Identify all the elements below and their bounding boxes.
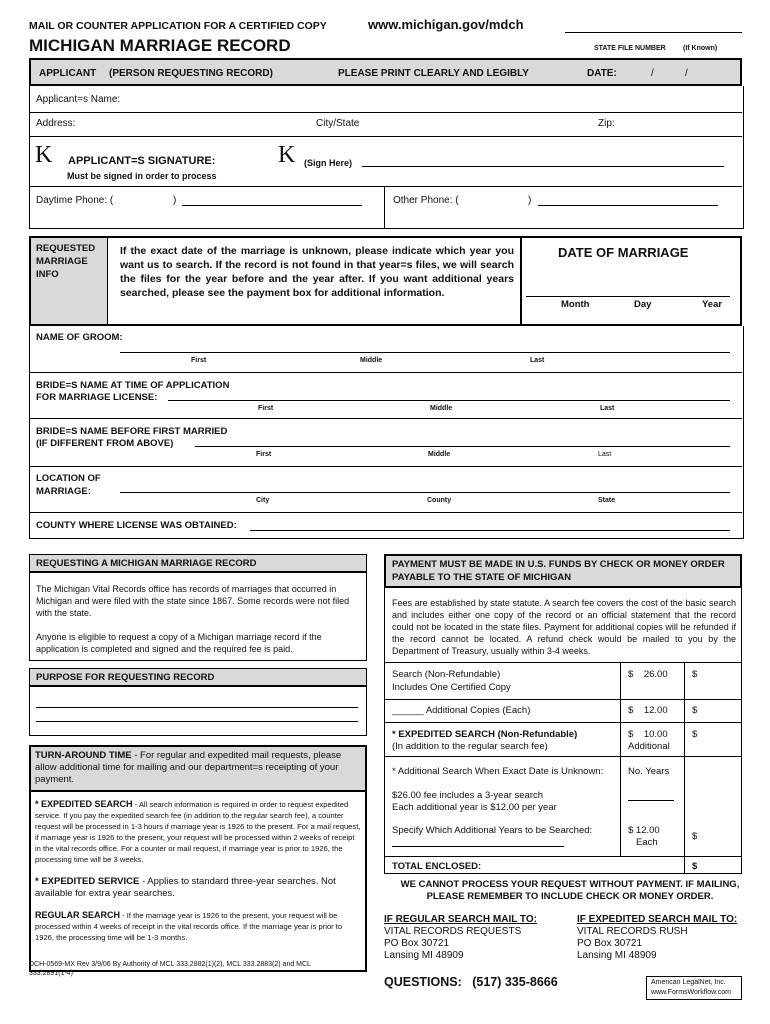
total-enclosed-amount[interactable]: $ (692, 861, 698, 872)
month-label: Month (561, 299, 590, 310)
divider (29, 512, 742, 513)
regular-search-info (35, 910, 361, 943)
turnaround-body: - For regular and expedited mail requests, please allow additional time for mailing and our department=s receipting of your payment. (35, 750, 342, 785)
form-footer: 333.2891(1-4) (29, 970, 73, 977)
expedited-fee-label (392, 729, 577, 740)
middle-label: Middle (430, 405, 453, 412)
form-title: MICHIGAN MARRIAGE RECORD (29, 36, 291, 55)
regular-search-head: REGULAR SEARCH (35, 910, 121, 920)
daytime-phone-label: Daytime Phone: ( (36, 195, 114, 206)
must-sign-note: Must be signed in order to process (67, 171, 217, 181)
address-line: Lansing MI 48909 (577, 950, 657, 961)
date-of-marriage-field[interactable] (526, 296, 730, 297)
first-label: First (256, 451, 272, 458)
divider (29, 466, 742, 467)
requesting-record-title: REQUESTING A MICHIGAN MARRIAGE RECORD (30, 555, 366, 573)
questions-phone: QUESTIONS: (517) 335-8666 (384, 975, 558, 989)
expedited-fee-head: * EXPEDITED SEARCH (Non-Refundable) (392, 729, 578, 740)
state-label: State (598, 497, 616, 504)
applicant-name-label: Applicant=s Name: (36, 94, 121, 105)
first-label: First (191, 357, 207, 364)
legalnet-name: American LegalNet, Inc. (651, 979, 726, 986)
requested-info-instructions: If the exact date of the marriage is unknown, please indicate which year you want us to search. If the record is not found in that year=s files, we will search the files for the year before and the year after. If you want additional years searched, please see the payment box for additional information. (120, 245, 514, 299)
sign-marker-icon: K (35, 142, 53, 168)
number-of-years-label: No. Years (628, 766, 670, 777)
payment-warning: WE CANNOT PROCESS YOUR REQUEST WITHOUT PAYMENT. IF MAILING, PLEASE REMEMBER TO INCLUDE CHECK OR MONEY ORDER. (400, 879, 740, 902)
marriage-location-field[interactable] (120, 492, 730, 493)
expedited-fee-additional: Additional (628, 741, 670, 752)
expedited-fee-amount: $ 10.00 (628, 729, 668, 740)
eligibility-text: Anyone is eligible to request a copy of a Michigan marriage record if the application is completed and signed and the required fee is paid. (36, 632, 322, 654)
divider (29, 372, 742, 373)
turnaround-text (35, 750, 361, 786)
address-line: PO Box 30721 (577, 938, 643, 949)
expedited-mail-address (577, 926, 688, 962)
expedited-search-info (35, 799, 361, 865)
divider (384, 756, 742, 757)
other-phone-paren: ) (528, 195, 532, 206)
last-label: Last (600, 405, 615, 412)
purpose-field-line[interactable] (36, 721, 358, 722)
additional-copies-total[interactable]: $ (692, 705, 698, 716)
print-clearly-note: PLEASE PRINT CLEARLY AND LEGIBLY (338, 68, 529, 79)
applicant-heading: APPLICANT (39, 68, 97, 79)
divider (384, 856, 742, 857)
marriage-location-label: LOCATION OF (36, 473, 101, 484)
turnaround-head: TURN-AROUND TIME (35, 750, 132, 761)
daytime-phone-field[interactable] (182, 205, 362, 206)
purpose-field-line[interactable] (36, 707, 358, 708)
date-of-marriage-title: DATE OF MARRIAGE (558, 245, 689, 260)
divider (384, 662, 742, 663)
expedited-service-head: * EXPEDITED SERVICE (35, 876, 140, 887)
search-fee-amount: $ 26.00 (628, 669, 668, 680)
sign-marker-icon: K (278, 142, 296, 168)
bride-application-name-label: BRIDE=S NAME AT TIME OF APPLICATION (36, 380, 230, 391)
divider (684, 662, 685, 874)
divider (384, 699, 742, 700)
expedited-search-head: * EXPEDITED SEARCH (35, 799, 133, 809)
signature-line[interactable] (362, 166, 724, 167)
address-line: VITAL RECORDS REQUESTS (384, 926, 522, 937)
groom-name-label: NAME OF GROOM: (36, 332, 123, 343)
form-subtitle: MAIL OR COUNTER APPLICATION FOR A CERTIFIED COPY (29, 20, 327, 32)
bride-application-name-field[interactable] (168, 400, 730, 401)
expedited-mail-title: IF EXPEDITED SEARCH MAIL TO: (577, 914, 738, 925)
daytime-phone-paren: ) (173, 195, 177, 206)
year-label: Year (702, 299, 723, 310)
legalnet-url: www.FormsWorkflow.com (651, 989, 731, 996)
state-file-number-line (565, 32, 742, 33)
city-state-label: City/State (316, 118, 360, 129)
expedited-fee-total[interactable]: $ (692, 729, 698, 740)
if-known-label: (If Known) (683, 45, 718, 52)
additional-search-label: * Additional Search When Exact Date is Unknown: (392, 766, 604, 777)
last-label: Last (598, 451, 612, 458)
state-file-number-label: STATE FILE NUMBER (594, 45, 666, 52)
divider (384, 186, 385, 228)
divider (29, 112, 742, 113)
applicant-bar (29, 58, 742, 86)
search-fee-sub: Includes One Certified Copy (392, 682, 511, 693)
groom-name-field[interactable] (120, 352, 730, 353)
expedited-service-info (35, 876, 361, 900)
license-county-label: COUNTY WHERE LICENSE WAS OBTAINED: (36, 520, 237, 531)
fees-text: Fees are established by state statute. A search fee covers the cost of the basic search and includes either one copy of the record or an official statement that the record could not be located in the state files. Payment for additional copies will be refunded if the record cannot be located. A refund check would be mailed to you by the Department of Treasury, usually within 3-4 weeks. (392, 598, 736, 656)
regular-mail-title: IF REGULAR SEARCH MAIL TO: (384, 914, 537, 925)
address-line: Lansing MI 48909 (384, 950, 464, 961)
bride-application-name-label: FOR MARRIAGE LICENSE: (36, 392, 158, 403)
address-label: Address: (36, 118, 76, 129)
applicant-signature-label: APPLICANT=S SIGNATURE: (68, 155, 216, 167)
divider (620, 662, 621, 856)
address-line: VITAL RECORDS RUSH (577, 926, 688, 937)
day-label: Day (634, 299, 652, 310)
marriage-location-label: MARRIAGE: (36, 486, 91, 497)
divider (384, 722, 742, 723)
regular-mail-address (384, 926, 521, 962)
middle-label: Middle (360, 357, 383, 364)
date-separator: / (651, 68, 654, 79)
county-label: County (427, 497, 452, 504)
city-label: City (256, 497, 270, 504)
last-label: Last (530, 357, 545, 364)
other-phone-label: Other Phone: ( (393, 195, 459, 206)
additional-copies-label: ______ Additional Copies (Each) (392, 705, 531, 716)
additional-search-note: $26.00 fee includes a 3-year search (392, 790, 544, 801)
other-phone-field[interactable] (538, 205, 718, 206)
applicant-subheading: (PERSON REQUESTING RECORD) (109, 68, 273, 79)
divider (29, 418, 742, 419)
specify-years-field[interactable] (392, 846, 564, 847)
bride-maiden-name-field[interactable] (195, 446, 730, 447)
divider (29, 136, 742, 137)
first-label: First (258, 405, 274, 412)
date-label: DATE: (587, 68, 617, 79)
requesting-record-text: The Michigan Vital Records office has records of marriages that occurred in Michigan and were filed with the state since 1867. Some records were not filed with the state. (36, 584, 350, 618)
bride-maiden-name-label: BRIDE=S NAME BEFORE FIRST MARRIED (36, 426, 228, 437)
specify-years-label: Specify Which Additional Years to be Searched: (392, 825, 593, 836)
expedited-service-body: - Applies to standard three-year searches. Not available for extra year searches. (35, 876, 336, 899)
divider (29, 186, 742, 187)
requested-info-label: REQUESTED MARRIAGE INFO (31, 238, 108, 324)
license-county-field[interactable] (250, 530, 730, 531)
sign-here-label: (Sign Here) (304, 158, 353, 168)
search-fee-total[interactable]: $ (692, 669, 698, 680)
website-url[interactable]: www.michigan.gov/mdch (368, 17, 524, 32)
legalnet-stamp (646, 976, 742, 1000)
payment-title: PAYMENT MUST BE MADE IN U.S. FUNDS BY CHECK OR MONEY ORDER PAYABLE TO THE STATE OF MICHIGAN (392, 559, 725, 583)
regular-search-body: - If the marriage year is 1926 to the present, your request will be processed within 4 weeks of receipt in the vital records office. If the marriage year is prior to 1926, the processing time will be 1-3 months. (35, 911, 343, 942)
total-enclosed-label: TOTAL ENCLOSED: (392, 861, 482, 872)
zip-label: Zip: (598, 118, 615, 129)
form-footer: DCH-0569-MX Rev 3/9/06 By Authority of MCL 333.2882(1)(2), MCL 333.2883(2) and MCL (29, 961, 311, 968)
search-fee-label: Search (Non-Refundable) (392, 669, 501, 680)
expedited-fee-sub: (In addition to the regular search fee) (392, 741, 548, 752)
middle-label: Middle (428, 451, 451, 458)
number-of-years-field[interactable] (628, 800, 674, 801)
purpose-title: PURPOSE FOR REQUESTING RECORD (30, 669, 366, 687)
address-line: PO Box 30721 (384, 938, 450, 949)
date-separator: / (685, 68, 688, 79)
additional-search-note: Each additional year is $12.00 per year (392, 802, 557, 813)
extra-year-total[interactable]: $ (692, 831, 698, 842)
expedited-search-body: - All search information is required in order to request expedited service. If you pay the expedited search fee (in addition to the regular search fee), a counter request will be processed in 1-3 hours if marriage year is 1926 to the present. For a mail request, if marriage year is 1926 to the present, your request will be processed within 2 weeks of receipt in the vital records office. For a counter or mail request, if marriage year is prior to 1926, the processing time will be 3 weeks. (35, 800, 361, 864)
additional-copies-fee: $ 12.00 (628, 705, 668, 716)
extra-year-fee-each: Each (636, 837, 658, 848)
extra-year-fee: $ 12.00 (628, 825, 660, 836)
bride-maiden-name-label: (IF DIFFERENT FROM ABOVE) (36, 438, 174, 449)
